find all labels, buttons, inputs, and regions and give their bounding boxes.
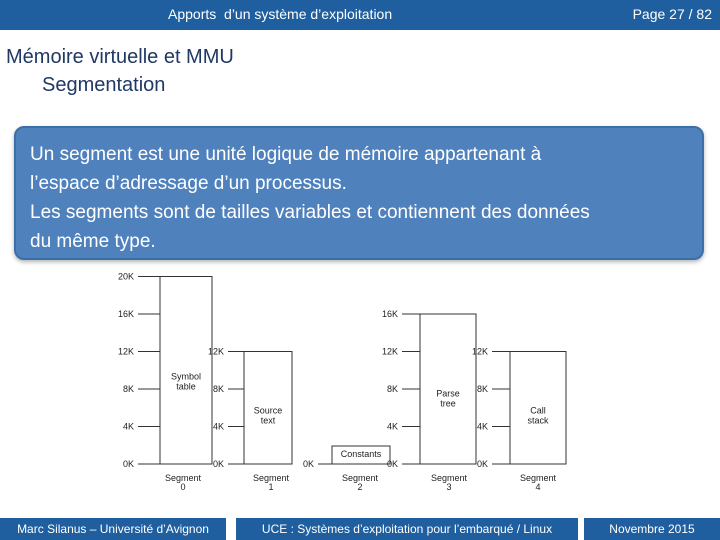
segment-caption: Segment <box>430 473 468 483</box>
footer-author: Marc Silanus – Université d’Avignon <box>0 518 226 540</box>
header-title: Apports d’un système d’exploitation <box>168 6 393 22</box>
callout-line: Les segments sont de tailles variables et contiennent des données <box>30 202 590 223</box>
segment-caption: Segment <box>519 473 557 483</box>
tick-label: 20K <box>117 271 134 282</box>
segment-caption: 1 <box>268 482 274 490</box>
segment-content-label: tree <box>440 398 456 409</box>
segment-caption: 4 <box>535 482 541 490</box>
callout-text <box>30 140 692 256</box>
tick-label: 0K <box>122 459 134 469</box>
tick-label: 8K <box>476 384 488 394</box>
segment-content-label: Source <box>253 405 283 416</box>
segment-content-label: text <box>260 415 276 426</box>
tick-label: 12K <box>117 346 134 357</box>
segment-content-label: Symbol <box>170 371 202 382</box>
definition-callout <box>14 126 704 260</box>
footer-date: Novembre 2015 <box>584 518 720 540</box>
segment-caption: Segment <box>164 473 202 483</box>
tick-label: 12K <box>381 346 398 357</box>
tick-label: 4K <box>212 421 224 432</box>
tick-label: 16K <box>117 309 134 319</box>
tick-label: 4K <box>476 421 488 432</box>
tick-label: 12K <box>207 346 224 357</box>
page-number: Page 27 / 82 <box>632 6 712 22</box>
tick-label: 4K <box>386 421 398 432</box>
callout-line: du même type. <box>30 231 156 252</box>
callout-line: l’espace d’adressage d’un processus. <box>30 173 347 194</box>
segment-content-label: table <box>176 381 196 392</box>
tick-label: 4K <box>122 421 134 432</box>
tick-label: 0K <box>386 459 398 469</box>
segment-content-label: Parse <box>436 388 460 399</box>
tick-label: 8K <box>122 384 134 394</box>
segment-caption: 0 <box>180 482 186 490</box>
tick-label: 8K <box>212 384 224 394</box>
segment-caption: Segment <box>252 473 290 483</box>
segment-content-label: Call <box>530 405 546 416</box>
callout-line: Un segment est une unité logique de mémoire appartenant à <box>30 144 542 165</box>
segment-content-label: stack <box>527 415 549 426</box>
footer-course: UCE : Systèmes d’exploitation pour l’embarqué / Linux <box>236 518 578 540</box>
tick-label: 16K <box>381 309 398 319</box>
segment-caption: 3 <box>446 482 452 490</box>
tick-label: 8K <box>386 384 398 394</box>
tick-label: 12K <box>471 346 488 357</box>
tick-label: 0K <box>212 459 224 469</box>
segment-content-label: Constants <box>340 449 382 459</box>
segmentation-diagram <box>0 268 720 490</box>
segment-caption: 2 <box>357 482 363 490</box>
segment-box <box>160 277 212 465</box>
tick-label: 0K <box>476 459 488 469</box>
segment-caption: Segment <box>341 473 379 483</box>
slide-subtitle: Segmentation <box>42 74 166 96</box>
slide-title: Mémoire virtuelle et MMU <box>6 46 234 68</box>
slide-header <box>0 0 720 30</box>
tick-label: 0K <box>302 459 314 469</box>
